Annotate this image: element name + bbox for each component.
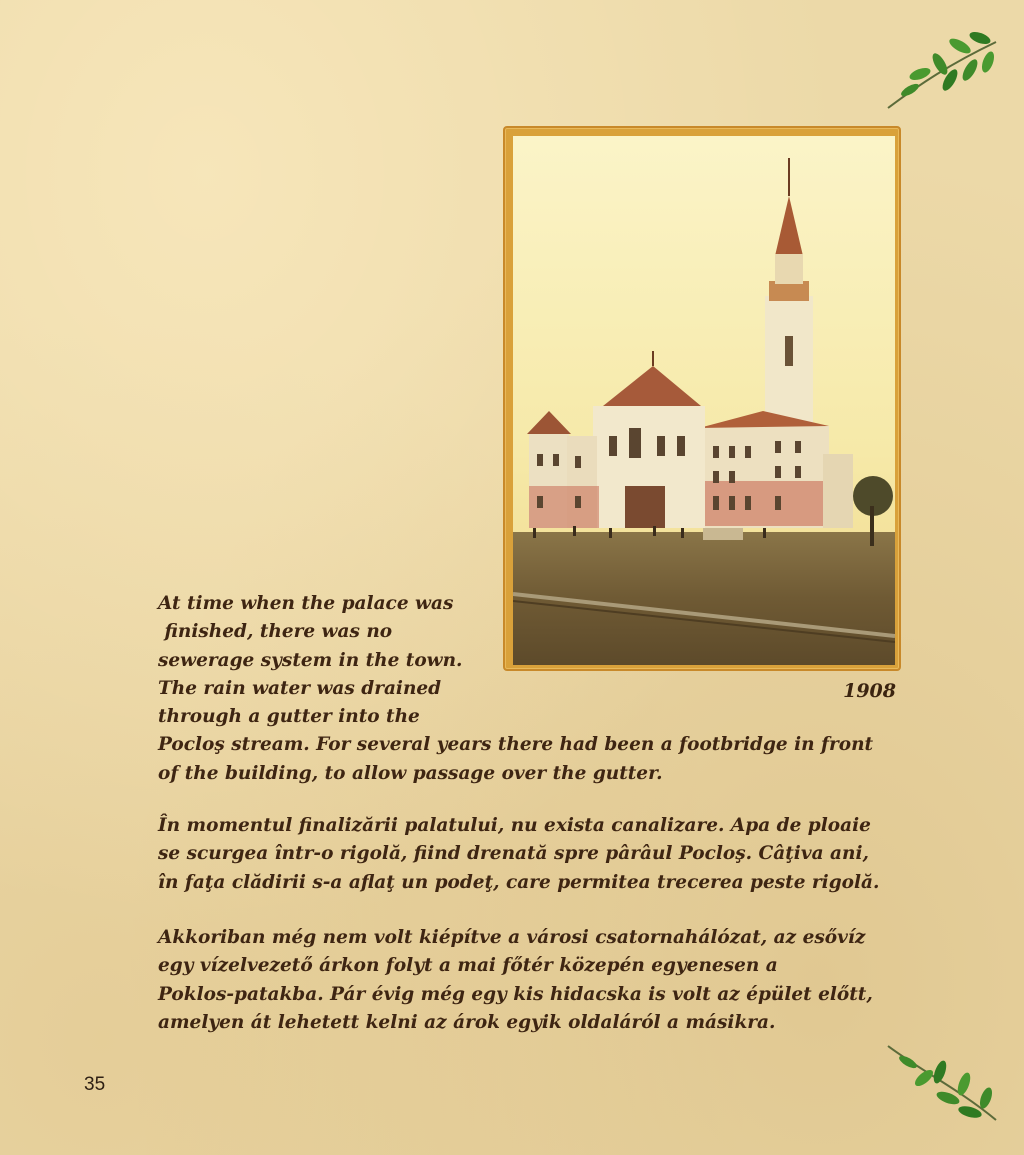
text-line: egy vízelvezető árkon folyt a mai főtér közepén egyenesen a bbox=[158, 955, 778, 977]
text-line: The rain water was drained bbox=[158, 677, 442, 699]
photo-caption: 1908 bbox=[843, 680, 896, 702]
text-line: Poklos-patakba. Pár évig még egy kis hidacska is volt az épület előtt, bbox=[158, 983, 873, 1005]
text-line: în faţa clădirii s-a aflaţ un podeţ, care permitea trecerea peste rigolă. bbox=[158, 871, 880, 893]
text-line: amelyen át lehetett kelni az árok egyik oldaláról a másikra. bbox=[158, 1011, 776, 1033]
english-paragraph bbox=[158, 590, 873, 788]
leaf-branch-icon bbox=[880, 24, 1000, 116]
text-line: Akkoriban még nem volt kiépítve a városi csatornahálózat, az esővíz bbox=[158, 927, 866, 948]
leaf-branch-icon bbox=[880, 1040, 1000, 1130]
hungarian-paragraph bbox=[158, 924, 873, 1037]
text-line: At time when the palace was bbox=[158, 593, 454, 614]
text-line: through a gutter into the bbox=[158, 706, 420, 728]
page-number: 35 bbox=[84, 1074, 106, 1095]
text-line: În momentul finalizării palatului, nu exista canalizare. Apa de ploaie bbox=[158, 815, 871, 836]
text-line: finished, there was no bbox=[158, 621, 393, 643]
text-line: se scurgea într-o rigolă, fiind drenată spre pârâul Pocloş. Câţiva ani, bbox=[158, 843, 869, 865]
text-line: of the building, to allow passage over the gutter. bbox=[158, 762, 663, 784]
text-line: Pocloş stream. For several years there had been a footbridge in front bbox=[158, 734, 874, 756]
palace-photo bbox=[513, 136, 895, 665]
romanian-paragraph bbox=[158, 812, 879, 897]
text-line: sewerage system in the town. bbox=[158, 649, 463, 671]
